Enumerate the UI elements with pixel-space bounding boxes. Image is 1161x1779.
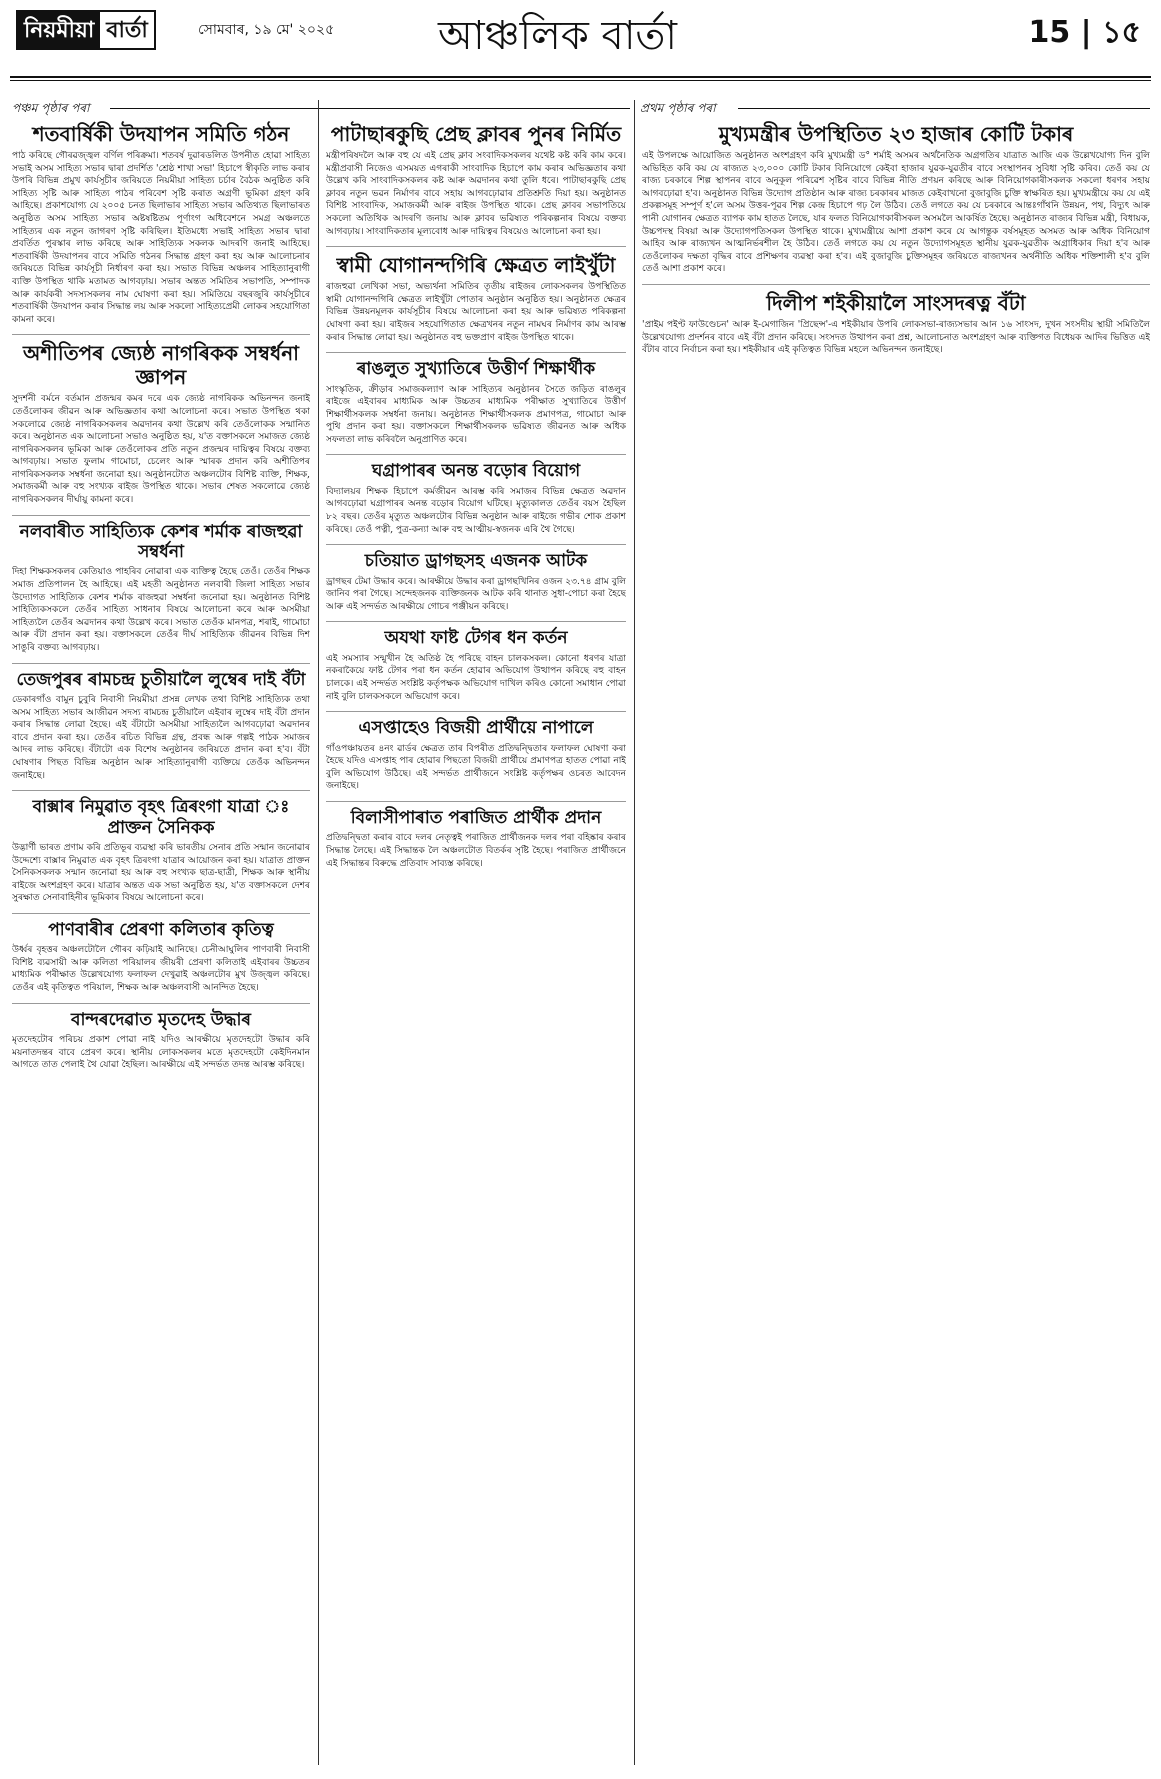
continued-right-line	[738, 108, 1150, 109]
article-separator	[12, 663, 310, 664]
column-divider-1	[318, 100, 319, 1765]
article	[12, 522, 310, 655]
article-body: মৃতদেহটোৰ পৰিচয় প্ৰকাশ পোৱা নাই যদিও আৰক্ষীয়ে মৃতদেহটো উদ্ধাৰ কৰি ময়নাতদন্তৰ বাবে প্ৰেৰণ কৰে। স্থানীয় লোকসকলৰ মতে মৃতদেহটো কেইদিনমান আগতে তাত পেলাই থৈ যোৱা হৈছিল। আৰক্ষীয়ে এই সন্দৰ্ভত তদন্ত আৰম্ভ কৰিছে।	[12, 1035, 310, 1071]
masthead-rule	[10, 76, 1151, 78]
article	[12, 341, 310, 506]
article-separator	[326, 711, 626, 712]
article	[642, 291, 1150, 357]
continued-left-line	[110, 108, 630, 109]
article-headline: দিলীপ শইকীয়ালৈ সাংসদৰত্ন বঁটা	[766, 290, 1026, 315]
article-headline: স্বামী যোগানন্দগিৰি ক্ষেত্ৰত লাইখুঁটা	[336, 253, 616, 278]
section-title: আঞ্চলিক বাৰ্তা	[438, 13, 678, 59]
article-headline: এসপ্তাহেও বিজয়ী প্ৰাৰ্থীয়ে নাপালে	[358, 718, 594, 739]
article-body: পাঠ কৰিছে গৌৰৱজ্জ্বল বৰ্ণিল পৰিক্ৰমা। শতবৰ্ষ দুৱাৰডলিত উপনীত হোৱা সাহিত্য সভাই অসম সাহিত্য সভাৰ দ্বাৰা প্ৰদৰ্শিত 'শ্ৰেষ্ঠ শাখা সভা' হিচাপে স্বীকৃতি লাভ কৰাৰ উপৰি বিভিন্ন প্ৰমুখ কাৰ্যসূচীৰ জৰিয়তে নিয়মীয়া সাহিত্য চৰ্চাৰ বৈঠক অনুষ্ঠিত কৰি সাহিত্য সৃষ্টি আৰু সাহিত্য পাঠৰ পৰিবেশ সৃষ্টি কৰাত অগ্ৰণী ভূমিকা গ্ৰহণ কৰি আহিছে। প্ৰকাশযোগ্য যে ২০০৫ চনত ছিলাভাৰ সাহিত্য সভাৰ অতিথ্যত ছিলাভাৰত অনুষ্ঠিত অসম সাহিত্য সভাৰ অষ্টষষ্টিতম পূৰ্ণাংগ অধিবেশনে সমগ্ৰ অঞ্চলতে সাহিত্যৰ এক নতুন জাগৰণ সৃষ্টি কৰিছিল। ইতিমধ্যে সভাই সাহিত্য সভাৰ দ্বাৰা প্ৰবৰ্তিত পুৰস্কাৰ লাভ কৰিছে আৰু সাহিত্যিক সকলক আদৰণি জনাই আহিছে। শতবাৰ্ষিকী উদযাপনৰ বাবে সমিতি গঠনৰ সিদ্ধান্ত গ্ৰহণ কৰা হয় আৰু আলোচনাৰ জৰিয়তে বিভিন্ন কাৰ্যসূচী নিৰ্ধাৰণ কৰা হয়। সভাত বিভিন্ন অঞ্চলৰ সাহিত্যানুৰাগী ব্যক্তি উপস্থিত থাকি মতামত আগবঢ়ায়। সভাৰ অন্তত সমিতিৰ সভাপতি, সম্পাদক আৰু কাৰ্যকৰী সদস্যসকলৰ নাম ঘোষণা কৰা হয়। সমিতিয়ে বছৰজুৰি কাৰ্যসূচীৰে শতবাৰ্ষিকী উদযাপন কৰাৰ সিদ্ধান্ত লয় আৰু সকলো সাহিত্যপ্ৰেমী লোকৰ সহযোগিতা কামনা কৰে।	[12, 151, 310, 325]
column-2	[326, 120, 626, 1765]
article	[12, 670, 310, 783]
article-headline: পাণবাৰীৰ প্ৰেৰণা কলিতাৰ কৃতিত্ব	[48, 919, 274, 940]
article-separator	[12, 913, 310, 914]
article	[12, 1010, 310, 1072]
continued-left: পঞ্চম পৃষ্ঠাৰ পৰা	[12, 101, 90, 115]
article	[326, 808, 626, 870]
article	[326, 359, 626, 446]
article-headline: শতবাৰ্ষিকী উদযাপন সমিতি গঠন	[32, 122, 290, 146]
article-separator	[326, 544, 626, 545]
article-headline: মুখ্যমন্ত্ৰীৰ উপস্থিতিত ২৩ হাজাৰ কোটি টকাৰ	[718, 122, 1074, 146]
article-separator	[326, 246, 626, 247]
article	[12, 797, 310, 905]
article-body: উদ্ভাৰ্ণী ভাৰত প্ৰণাম কৰি প্ৰতিভূৰ ব্যৱস্থা কৰি ভাৰতীয় সেনাৰ প্ৰতি সন্মান জনোৱাৰ উদ্দেশ্যে বাক্সাৰ নিমুৱাত এক বৃহৎ ত্ৰিৰংগা যাত্ৰাৰ আয়োজন কৰা হয়। যাত্ৰাত প্ৰাক্তন সৈনিকসকলক সন্মান জনোৱা হয় আৰু বহু সংখ্যক ছাত্ৰ-ছাত্ৰী, শিক্ষক আৰু স্থানীয় ৰাইজে অংশগ্ৰহণ কৰে। যাত্ৰাৰ অন্তত এক সভা অনুষ্ঠিত হয়, য'ত বক্তাসকলে দেশৰ সুৰক্ষাত সেনাবাহিনীৰ ভূমিকাৰ বিষয়ে আলোচনা কৰে।	[12, 842, 310, 904]
article-body: প্ৰতিদ্বন্দ্বিতা কৰাৰ বাবে দলৰ নেতৃত্বই পৰাজিত প্ৰাৰ্থীজনক দলৰ পৰা বহিষ্কাৰ কৰাৰ সিদ্ধান্ত লৈছে। এই সিদ্ধান্তক লৈ অঞ্চলটোত বিতৰ্কৰ সৃষ্টি হৈছে। পৰাজিত প্ৰাৰ্থীজনে এই সিদ্ধান্তৰ বিৰুদ্ধে প্ৰতিবাদ সাব্যস্ত কৰিছে।	[326, 833, 626, 869]
article-headline: বিলাসীপাৰাত পৰাজিত প্ৰাৰ্থীক প্ৰদান	[350, 807, 602, 828]
article-separator	[326, 454, 626, 455]
article	[12, 122, 310, 326]
issue-date: সোমবাৰ, ১৯ মে' ২০২৫	[198, 22, 335, 38]
article-body: ৰাজহুৱা লেখিকা সভা, অভ্যৰ্থনা সমিতিৰ তৃতীয় ৰাইজৰ লোকসকলৰ উপস্থিতিত স্বামী যোগানন্দগিৰি ক্ষেত্ৰত লাইখুঁটা পোতাৰ অনুষ্ঠান অনুষ্ঠিত হয়। অনুষ্ঠানত ক্ষেত্ৰৰ বিভিন্ন উন্নয়নমূলক কাৰ্যসূচীৰ বিষয়ে আলোচনা কৰা হয় আৰু ভৱিষ্যত পৰিকল্পনা ঘোষণা কৰা হয়। ৰাইজৰ সহযোগিতাত ক্ষেত্ৰখনৰ নতুন নামঘৰ নিৰ্মাণৰ কাম আৰম্ভ কৰাৰ সিদ্ধান্ত লোৱা হয়। অনুষ্ঠানত বহু ভক্তপ্ৰাণ ৰাইজ উপস্থিত থাকে।	[326, 282, 626, 343]
article	[326, 718, 626, 793]
article	[642, 122, 1150, 276]
column-divider-2	[634, 100, 635, 1765]
article-body: মন্ত্ৰীপৰিষদলৈ আৰু বহু যে এই প্ৰেছ ক্লাব সংবাদিকসকলৰ যথেষ্ট কষ্ট কৰি কাম কৰে। মন্ত্ৰীপ্ৰবাসী নিজেও এসময়ত এগৰাকী সাংবাদিক হিচাপে কাম কৰাৰ অভিজ্ঞতাৰ কথা উল্লেখ কৰি সাংবাদিকসকলৰ কষ্ট আৰু অৱদানৰ কথা তুলি ধৰে। পাটাছাৰকুছি প্ৰেছ ক্লাবৰ নতুন ভৱন নিৰ্মাণৰ বাবে সহায় আগবঢ়োৱাৰ প্ৰতিশ্ৰুতি দিয়া হয়। অনুষ্ঠানত বিশিষ্ট সাংবাদিক, সমাজকৰ্মী আৰু ৰাইজ উপস্থিত থাকে। প্ৰেছ ক্লাবৰ সভাপতিয়ে সকলো অতিথিক আদৰণি জনায় আৰু ক্লাবৰ ভৱিষ্যত পৰিকল্পনাৰ বিষয়ে বক্তব্য আগবঢ়ায়। সাংবাদিকতাৰ মূল্যবোধ আৰু দায়িত্বৰ বিষয়েও আলোচনা কৰা হয়।	[326, 151, 626, 237]
article	[326, 461, 626, 536]
page-number: 15 | ১৫	[1028, 15, 1141, 50]
article-separator	[326, 621, 626, 622]
article-headline: অশীতিপৰ জ্যেষ্ঠ নাগৰিকক সম্বৰ্ধনা জ্ঞাপন	[23, 341, 299, 390]
article-body: সুদৰ্শনী বৰ্মনে বৰ্তমান প্ৰজন্মৰ কমৰ দৰে এক জ্যেষ্ঠ নাগৰিকক অভিনন্দন জনাই তেওঁলোকৰ জীৱন আৰু অভিজ্ঞতাৰ কথা আলোচনা কৰে। সভাত উপস্থিত থকা সকলোৱে জ্যেষ্ঠ নাগৰিকসকলৰ অৱদানৰ কথা উল্লেখ কৰি তেওঁলোকক সন্মানিত কৰে। অনুষ্ঠানত এক আলোচনা সভাও অনুষ্ঠিত হয়, য'ত বক্তাসকলে সমাজত জ্যেষ্ঠ নাগৰিকসকলৰ ভূমিকা আৰু তেওঁলোকৰ প্ৰতি নতুন প্ৰজন্মৰ দায়িত্বৰ বিষয়ে বক্তব্য আগবঢ়ায়। সভাত ফুলাম গামোচা, চেলেং আৰু স্মাৰক প্ৰদান কৰি অশীতিপৰ নাগৰিকসকলক সম্বৰ্ধনা জনোৱা হয়। অনুষ্ঠানটোত অঞ্চলটোৰ বিশিষ্ট ব্যক্তি, শিক্ষক, সমাজকৰ্মী আৰু বহু সংখ্যক ৰাইজ উপস্থিত থাকে। সভাৰ শেষত সকলোৱে জ্যেষ্ঠ নাগৰিকসকলৰ দীৰ্ঘায়ু কামনা কৰে।	[12, 394, 310, 506]
article-body: সাংস্কৃতিক, ক্ৰীড়াৰ সমাজকল্যাণ আৰু সাহিত্যৰ অনুষ্ঠানৰ সৈতে জড়িত ৰাঙলুৰ ৰাইজে এইবাৰৰ মাধ্যমিক আৰু উচ্চতৰ মাধ্যমিক পৰীক্ষাত সুখ্যাতিৰে উত্তীৰ্ণ শিক্ষাৰ্থীসকলক সম্বৰ্ধনা জনায়। অনুষ্ঠানত শিক্ষাৰ্থীসকলক প্ৰমাণপত্ৰ, গামোচা আৰু পুথি প্ৰদান কৰা হয়। বক্তাসকলে শিক্ষাৰ্থীসকলক ভৱিষ্যত জীৱনত আৰু অধিক সফলতা লাভ কৰিবলৈ অনুপ্ৰাণিত কৰে।	[326, 384, 626, 445]
masthead	[0, 0, 1161, 78]
column-3	[642, 120, 1150, 1765]
article-body: বিদ্যালয়ৰ শিক্ষক হিচাপে কৰ্মজীৱন আৰম্ভ কৰি সমাজৰ বিভিন্ন ক্ষেত্ৰত অৱদান আগবঢ়োৱা ঘগ্ৰাপাৰৰ অনন্ত বড়োৰ বিয়োগ ঘটিছে। মৃত্যুকালত তেওঁৰ বয়স হৈছিল ৮২ বছৰ। তেওঁৰ মৃত্যুত অঞ্চলটোৰ বিভিন্ন অনুষ্ঠান আৰু ৰাইজে গভীৰ শোক প্ৰকাশ কৰিছে। তেওঁ পত্নী, পুত্ৰ-কন্যা আৰু বহু আত্মীয়-স্বজনক এৰি থৈ গৈছে।	[326, 486, 626, 535]
masthead-rule-thin	[10, 80, 1151, 81]
logo-part1: নিয়মীয়া	[18, 12, 100, 48]
article-headline: ঘগ্ৰাপাৰৰ অনন্ত বড়োৰ বিয়োগ	[371, 461, 581, 482]
article-body: এই সমস্যাৰ সন্মুখীন হৈ অতিষ্ঠ হৈ পৰিছে বাহন চালকসকল। কোনো ধৰণৰ যাত্ৰা নকৰাকৈয়ে ফাষ্ট টেগৰ পৰা ধন কৰ্তন হোৱাৰ অভিযোগ উত্থাপন কৰিছে বহু বাহন চালকে। এই সন্দৰ্ভত সংশ্লিষ্ট কৰ্তৃপক্ষক অভিযোগ দাখিল কৰিও কোনো সমাধান পোৱা নাই বুলি চালকসকলে অভিযোগ কৰে।	[326, 653, 626, 702]
article-body: 'প্ৰাইম পইণ্ট ফাউণ্ডেচন' আৰু ই-মেগাজিন 'প্ৰিছেন্স'-এ শইকীয়াৰ উপৰি লোকসভা-ৰাজ্যসভাৰ আন ১৬ সাংসদ, দুখন সংসদীয় স্থায়ী সমিতিলৈ উল্লেখযোগ্য প্ৰদৰ্শনৰ বাবে এই বঁটা প্ৰদান কৰিছে। সংসদত উত্থাপন কৰা প্ৰশ্ন, আলোচনাত অংশগ্ৰহণ আৰু ব্যক্তিগত বিধেয়ক আদিৰ ভিত্তিত এই বঁটাৰ বাবে নিৰ্বাচন কৰা হয়। শইকীয়াৰ এই কৃতিত্বত বিভিন্ন মহলে অভিনন্দন জনাইছে।	[642, 319, 1150, 356]
article	[326, 628, 626, 703]
article	[326, 253, 626, 344]
logo-part2: বাৰ্তা	[100, 12, 154, 48]
article-separator	[642, 284, 1150, 285]
article-separator	[12, 515, 310, 516]
article-body: এই উপলক্ষে আয়োজিত অনুষ্ঠানত অংশগ্ৰহণ কৰি মুখ্যমন্ত্ৰী ড° শৰ্মাই অসমৰ অৰ্থনৈতিক অগ্ৰগতিৰ যাত্ৰাত আজি এক উল্লেখযোগ্য দিন বুলি অভিহিত কৰি কয় যে ৰাজ্যত ২৩,০০০ কোটি টকাৰ বিনিয়োগে কেইবা হাজাৰ যুৱক-যুৱতীৰ বাবে সংস্থাপনৰ সুবিধা সৃষ্টি কৰিব। তেওঁ কয় যে ৰাজ্য চৰকাৰে শিল্প স্থাপনৰ বাবে অনুকূল পৰিৱেশ সৃষ্টিৰ বাবে বিভিন্ন নীতি প্ৰণয়ন কৰিছে আৰু বিনিয়োগকাৰীসকলক সকলো ধৰণৰ সহায় আগবঢ়োৱা হ'ব। অনুষ্ঠানত বিভিন্ন উদ্যোগ প্ৰতিষ্ঠান আৰু ৰাজ্য চৰকাৰৰ মাজত কেইবাখনো বুজাবুজি চুক্তি স্বাক্ষৰিত হয়। মুখ্যমন্ত্ৰীয়ে কয় যে এই প্ৰকল্পসমূহ সম্পূৰ্ণ হ'লে অসম উত্তৰ-পূৱৰ শিল্প কেন্দ্ৰ হিচাপে গঢ় লৈ উঠিব। তেওঁ লগতে কয় যে চৰকাৰে আন্তঃগাঁথনি উন্নয়ন, পথ, বিদ্যুৎ আৰু পানী যোগানৰ ক্ষেত্ৰত ব্যাপক কাম হাতত লৈছে, যাৰ ফলত বিনিয়োগকাৰীসকল অসমলৈ আকৰ্ষিত হৈছে। অনুষ্ঠানত ৰাজ্যৰ বিভিন্ন মন্ত্ৰী, বিধায়ক, উচ্চপদস্থ বিষয়া আৰু উদ্যোগপতিসকল উপস্থিত থাকে। মুখ্যমন্ত্ৰীয়ে আশা প্ৰকাশ কৰে যে আগন্তুক বৰ্ষসমূহত অসমত আৰু অধিক বিনিয়োগ আহিব আৰু ৰাজ্যখন আত্মনিৰ্ভৰশীল হৈ উঠিব। তেওঁ লগতে কয় যে নতুন উদ্যোগসমূহত স্থানীয় যুৱক-যুৱতীক অগ্ৰাধিকাৰ দিয়া হ'ব আৰু তেওঁলোকৰ দক্ষতা বৃদ্ধিৰ বাবে প্ৰশিক্ষণৰ ব্যৱস্থা কৰা হ'ব। এই বুজাবুজি চুক্তিসমূহৰ জৰিয়তে ৰাজ্যখনৰ অৰ্থনীতি অধিক শক্তিশালী হ'ব বুলি তেওঁ আশা প্ৰকাশ কৰে।	[642, 151, 1150, 275]
article-headline: চতিয়াত ড্ৰাগছসহ এজনক আটক	[364, 551, 588, 572]
article-headline: নলবাৰীত সাহিত্যিক কেশৰ শৰ্মাক ৰাজহুৱা সম্বৰ্ধনা	[19, 521, 303, 563]
article-separator	[12, 1003, 310, 1004]
column-1	[12, 120, 310, 1765]
article-body: উৰ্ধ্বৰ বৃহত্তৰ অঞ্চলটোলৈ গৌৰব কঢ়িয়াই আনিছে। চেনীআঘুলিৰ পাণবাৰী নিবাসী বিশিষ্ট ব্যৱসায়ী আৰু কলিতা পৰিয়ালৰ জীয়ৰী প্ৰেৰণা কলিতাই এইবাৰৰ উচ্চতৰ মাধ্যমিক পৰীক্ষাত উল্লেখযোগ্য ফলাফল দেখুৱাই অঞ্চলটোৰ মুখ উজ্জ্বল কৰিছে। তেওঁৰ এই কৃতিত্বত পৰিয়াল, শিক্ষক আৰু অঞ্চলবাসী আনন্দিত হৈছে।	[12, 945, 310, 994]
continued-right: প্ৰথম পৃষ্ঠাৰ পৰা	[640, 101, 716, 115]
article-separator	[326, 352, 626, 353]
article-body: দিহা শিক্ষকসকলৰ কেতিয়াও পাহৰিব নোৱাৰা এক ব্যক্তিত্ব হৈছে তেওঁ। তেওঁৰ শিক্ষক সমাজ প্ৰতিপালন হৈ আহিছে। এই মহতী অনুষ্ঠানত নলবাৰী জিলা সাহিত্য সভাৰ উদ্যোগত সাহিত্যিক কেশৰ শৰ্মাক ৰাজহুৱা সম্বৰ্ধনা জনোৱা হয়। অনুষ্ঠানত বিশিষ্ট সাহিত্যিকসকলে তেওঁৰ সাহিত্য সাধনাৰ বিষয়ে আলোচনা কৰে আৰু অসমীয়া সাহিত্যলৈ তেওঁৰ অৱদানৰ কথা উল্লেখ কৰে। সভাত তেওঁক মানপত্ৰ, শৰাই, গামোচা আৰু বঁটা প্ৰদান কৰা হয়। বক্তাসকলে তেওঁৰ দীৰ্ঘ সাহিত্যিক জীৱনৰ বিভিন্ন দিশ সাঙুৰি বক্তব্য আগবঢ়ায়।	[12, 567, 310, 653]
article	[12, 920, 310, 995]
article	[326, 122, 626, 238]
article-separator	[326, 801, 626, 802]
article-headline: অযথা ফাষ্ট টেগৰ ধন কৰ্তন	[384, 628, 568, 649]
article-headline: বাক্সাৰ নিমুৱাত বৃহৎ ত্ৰিৰংগা যাত্ৰা ঃ প্ৰাক্তন সৈনিকক	[32, 797, 290, 838]
article-body: ড্ৰাগছৰ টেমা উদ্ধাৰ কৰে। আৰক্ষীয়ে উদ্ধাৰ কৰা ড্ৰাগছখিনিৰ ওজন ২৩.৭৪ গ্ৰাম বুলি জানিব পৰা গৈছে। সন্দেহজনক ব্যক্তিজনক আটক কৰি থানাত সুধা-পোচা কৰা হৈছে আৰু এই সন্দৰ্ভত আৰক্ষীয়ে গোচৰ পঞ্জীয়ন কৰিছে।	[326, 576, 626, 612]
article-body: গাঁওপঞ্চায়তৰ ৪নং ৱাৰ্ডৰ ক্ষেত্ৰত তাৰ বিপৰীত প্ৰতিদ্বন্দ্বিতাৰ ফলাফল ঘোষণা কৰা হৈছে যদিও এসপ্তাহ পাৰ হোৱাৰ পিছতো বিজয়ী প্ৰাৰ্থীয়ে প্ৰমাণপত্ৰ হাতত পোৱা নাই বুলি অভিযোগ উঠিছে। এই সন্দৰ্ভত প্ৰাৰ্থীজনে সংশ্লিষ্ট কৰ্তৃপক্ষৰ ওচৰত আবেদন জনাইছে।	[326, 743, 626, 792]
article	[326, 551, 626, 613]
article-headline: বান্দৰদেৱাত মৃতদেহ উদ্ধাৰ	[71, 1009, 251, 1030]
article-body: ডেকাৰগাঁও বামুন চুবুৰি নিবাসী নিয়মীয়া প্ৰসন্ন লেখক তথা বিশিষ্ট সাহিত্যিক তথা অসম সাহিত্য সভাৰ আজীৱন সদস্য ৰামচন্দ্ৰ চুতীয়ালৈ এইবাৰ লুম্বেৰ দাই বঁটা প্ৰদান কৰাৰ সিদ্ধান্ত লোৱা হৈছে। এই বঁটাটো অসমীয়া সাহিত্যলৈ আগবঢ়োৱা অৱদানৰ বাবে প্ৰদান কৰা হয়। তেওঁৰ ৰচিত বিভিন্ন গ্ৰন্থ, প্ৰবন্ধ আৰু গল্পই পাঠক সমাজৰ আদৰ লাভ কৰিছে। বঁটাটো এক বিশেষ অনুষ্ঠানৰ জৰিয়তে প্ৰদান কৰা হ'ব। বঁটা ঘোষণাৰ পিছত বিভিন্ন অনুষ্ঠান আৰু সাহিত্যানুৰাগী ব্যক্তিয়ে তেওঁক অভিনন্দন জনাইছে।	[12, 694, 310, 781]
article-separator	[12, 790, 310, 791]
article-separator	[12, 334, 310, 335]
article-headline: তেজপুৰৰ ৰামচন্দ্ৰ চুতীয়ালৈ লুম্বেৰ দাই বঁটা	[16, 669, 306, 690]
newspaper-logo	[16, 10, 156, 50]
article-headline: পাটাছাৰকুছি প্ৰেছ ক্লাবৰ পুনৰ নিৰ্মিত	[330, 122, 622, 146]
article-headline: ৰাঙলুত সুখ্যাতিৰে উত্তীৰ্ণ শিক্ষাৰ্থীক	[356, 359, 596, 380]
